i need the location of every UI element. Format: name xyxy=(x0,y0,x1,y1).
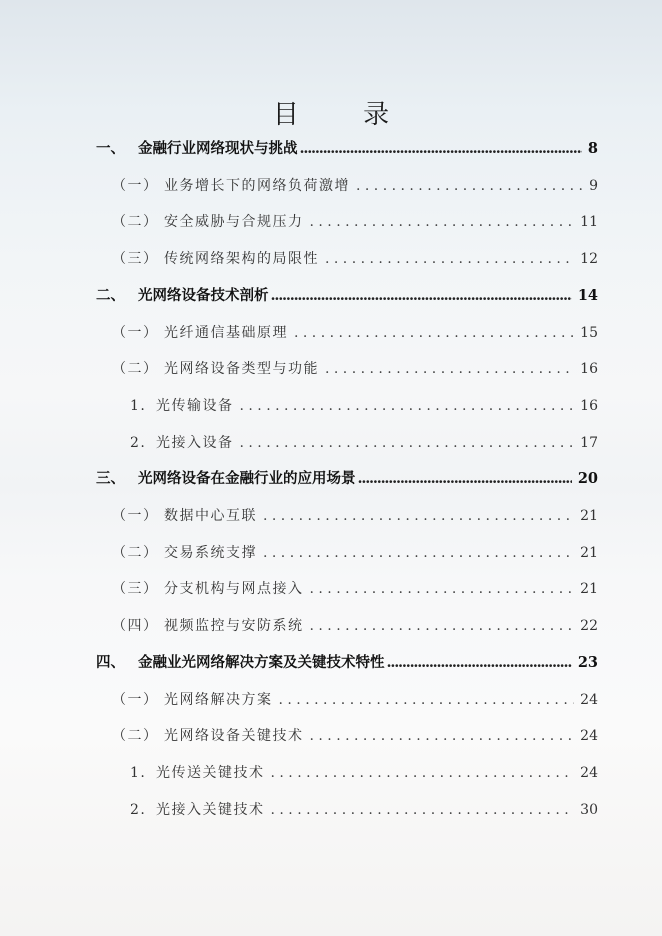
toc-page-number: 20 xyxy=(577,470,598,488)
toc-entry[interactable] xyxy=(130,395,598,417)
toc-dot-leader xyxy=(358,468,572,490)
toc-entry-number: 四、 xyxy=(96,653,125,671)
toc-entry-label xyxy=(96,138,298,160)
toc-page-number: 12 xyxy=(580,251,598,268)
toc-entry[interactable] xyxy=(96,652,598,674)
toc-entry-label xyxy=(112,322,288,344)
toc-entry-title: 光网络设备在金融行业的应用场景 xyxy=(138,470,356,488)
toc-entry-label xyxy=(130,799,265,821)
toc-entry[interactable] xyxy=(96,285,598,307)
toc-dot-leader xyxy=(271,799,575,821)
toc-entry-title: 光网络设备关键技术 xyxy=(164,728,304,745)
toc-dot-leader xyxy=(279,689,575,711)
toc-entry-label xyxy=(112,358,319,380)
toc-entry-title: 光传送关键技术 xyxy=(156,764,265,781)
toc-entry-number: （二） xyxy=(112,544,159,561)
toc-entry-title: 光网络设备类型与功能 xyxy=(164,361,319,378)
toc-dot-leader xyxy=(310,725,575,747)
toc-entry-title: 光网络解决方案 xyxy=(164,691,273,708)
toc-entry-label xyxy=(96,285,269,307)
toc-entry-number: （三） xyxy=(112,581,159,598)
toc-entry[interactable] xyxy=(112,725,598,747)
toc-entry-title: 视频监控与安防系统 xyxy=(164,618,304,635)
toc-page-number: 11 xyxy=(580,214,598,231)
toc-entry-number: （一） xyxy=(112,691,159,708)
toc-entry[interactable] xyxy=(96,468,598,490)
toc-entry[interactable] xyxy=(112,689,598,711)
toc-page-number: 21 xyxy=(580,508,598,524)
toc-dot-leader xyxy=(263,505,574,527)
toc-entry-number: 2. xyxy=(130,434,147,451)
toc-entry[interactable] xyxy=(96,138,598,160)
toc-entry-number: （一） xyxy=(112,324,159,341)
toc-dot-leader xyxy=(294,322,574,344)
toc-dot-leader xyxy=(356,175,583,197)
toc-entry-label xyxy=(112,175,350,197)
toc-page-number: 8 xyxy=(587,140,598,157)
toc-entry-title: 传统网络架构的局限性 xyxy=(164,251,319,268)
toc-page-number: 23 xyxy=(577,653,598,671)
toc-page-number: 24 xyxy=(580,691,598,708)
toc-dot-leader xyxy=(325,248,574,270)
toc-entry-title: 分支机构与网点接入 xyxy=(164,581,304,598)
toc-entry-title: 数据中心互联 xyxy=(164,508,257,524)
toc-entry-label xyxy=(112,689,273,711)
toc-page-number: 21 xyxy=(580,581,598,598)
toc-dot-leader xyxy=(240,395,575,417)
toc-page-number: 16 xyxy=(580,361,598,378)
toc-entry[interactable] xyxy=(130,762,598,784)
toc-entry[interactable] xyxy=(112,358,598,380)
toc-entry-title: 光接入关键技术 xyxy=(156,801,265,818)
toc-entry[interactable] xyxy=(112,248,598,270)
toc-dot-leader xyxy=(310,211,575,233)
toc-entry[interactable] xyxy=(130,432,598,454)
toc-entry[interactable] xyxy=(112,211,598,233)
toc-entry-label xyxy=(112,578,304,600)
toc-entry-number: （一） xyxy=(112,177,159,194)
toc-entry[interactable] xyxy=(112,578,598,600)
toc-title: 目 录 xyxy=(272,100,418,130)
toc-page-number: 9 xyxy=(589,177,598,194)
toc-entry-title: 光传输设备 xyxy=(156,397,234,414)
toc-page-number: 30 xyxy=(580,801,598,818)
toc-entry-number: （二） xyxy=(112,361,159,378)
toc-entry-title: 业务增长下的网络负荷激增 xyxy=(164,177,350,194)
toc-entry-number: （二） xyxy=(112,728,159,745)
toc-entry-number: 1. xyxy=(130,397,147,414)
toc-entry-label xyxy=(112,248,319,270)
toc-dot-leader xyxy=(325,358,574,380)
toc-entry-title: 金融业光网络解决方案及关键技术特性 xyxy=(138,653,385,671)
toc-entry-number: 一、 xyxy=(96,140,125,157)
toc-entry-label xyxy=(130,395,234,417)
toc-entry-label xyxy=(112,725,304,747)
toc-dot-leader xyxy=(310,578,575,600)
toc-page-number: 22 xyxy=(580,618,598,635)
toc-entry-number: 二、 xyxy=(96,286,125,304)
toc-entry-number: （二） xyxy=(112,214,159,231)
toc-dot-leader xyxy=(310,615,575,637)
toc-entry-number: 2. xyxy=(130,801,147,818)
toc-entry-label xyxy=(112,615,304,637)
toc-dot-leader xyxy=(263,542,574,564)
toc-page-number: 15 xyxy=(580,324,598,341)
toc-dot-leader xyxy=(300,138,582,160)
toc-page-number: 16 xyxy=(580,397,598,414)
toc-page-number: 24 xyxy=(580,728,598,745)
toc-entry-number: （一） xyxy=(112,508,159,524)
toc-dot-leader xyxy=(271,762,575,784)
toc-entry[interactable] xyxy=(112,322,598,344)
toc-entry-number: （四） xyxy=(112,618,159,635)
toc-entry[interactable] xyxy=(112,505,598,527)
toc-entry[interactable] xyxy=(112,542,598,564)
toc-entry-title: 光网络设备技术剖析 xyxy=(138,286,269,304)
toc-page-number: 21 xyxy=(580,544,598,561)
toc-dot-leader xyxy=(387,652,572,674)
toc-entry-label xyxy=(96,652,385,674)
toc-entry-title: 光纤通信基础原理 xyxy=(164,324,288,341)
toc-entry-number: 1. xyxy=(130,764,147,781)
toc-entry[interactable] xyxy=(112,175,598,197)
toc-entry-title: 光接入设备 xyxy=(156,434,234,451)
toc-entry[interactable] xyxy=(112,615,598,637)
toc-entry-label xyxy=(112,505,257,527)
toc-entry-title: 交易系统支撑 xyxy=(164,544,257,561)
toc-dot-leader xyxy=(271,285,572,307)
toc-entry-number: 三、 xyxy=(96,470,125,488)
toc-page-number: 17 xyxy=(580,434,598,451)
toc-entry-label xyxy=(96,468,356,490)
toc-entry-label xyxy=(130,762,265,784)
toc-dot-leader xyxy=(240,432,575,454)
toc-page-number: 24 xyxy=(580,764,598,781)
toc-entry[interactable] xyxy=(130,799,598,821)
toc-entry-title: 安全威胁与合规压力 xyxy=(164,214,304,231)
toc-entry-label xyxy=(112,211,304,233)
toc-page-number: 14 xyxy=(577,286,598,304)
toc-entry-label xyxy=(112,542,257,564)
toc-entry-title: 金融行业网络现状与挑战 xyxy=(138,140,298,157)
toc-entry-label xyxy=(130,432,234,454)
toc-entry-number: （三） xyxy=(112,251,159,268)
